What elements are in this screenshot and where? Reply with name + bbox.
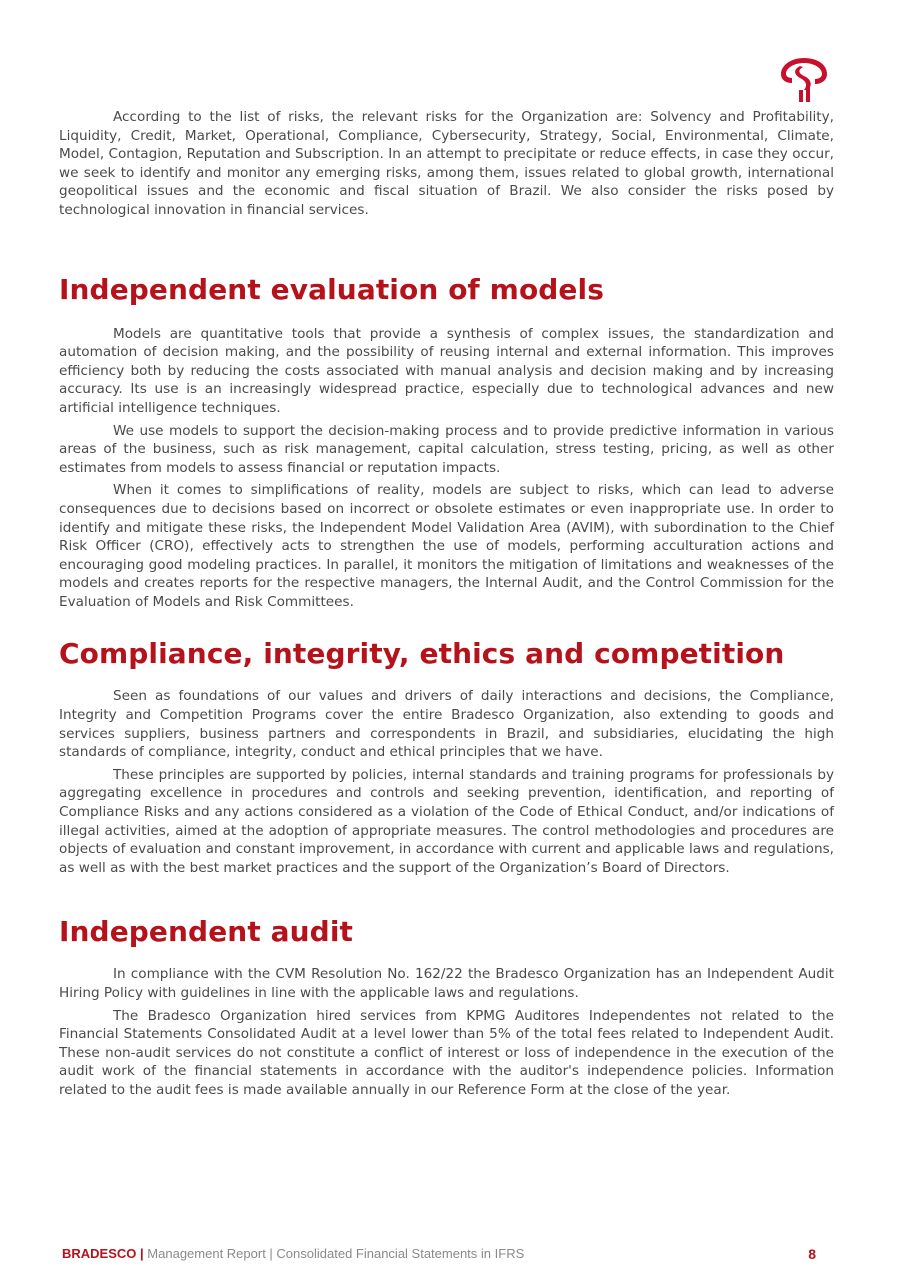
footer-separator: | (140, 1246, 144, 1261)
page-number: 8 (808, 1246, 816, 1262)
footer-brand: BRADESCO (62, 1246, 137, 1261)
page-content (59, 108, 834, 1104)
audit-paragraph-1: In compliance with the CVM Resolution No. 162/22 the Bradesco Organization has an Independent Audit Hiring Policy with guidelines in line with the applicable laws and regulations. (59, 966, 834, 1001)
models-paragraph-2: We use models to support the decision-making process and to provide predictive information in various areas of the business, such as risk management, capital calculation, stress testing, pricing, as well as other estimates from models to assess financial or reputation impacts. (59, 422, 834, 476)
section-heading-compliance: Compliance, integrity, ethics and competition (59, 637, 785, 671)
compliance-paragraph-1: Seen as foundations of our values and drivers of daily interactions and decisions, the Compliance, Integrity and Competition Programs cover the entire Bradesco Organization, also extending to goods and services suppliers, business partners and correspondents in Brazil, and subsidiaries, elucidating the high standards of compliance, integrity, conduct and ethical principles that we have. (59, 688, 834, 761)
page-footer (62, 1246, 816, 1261)
section-heading-models: Independent evaluation of models (59, 272, 604, 306)
models-paragraph-3: When it comes to simplifications of reality, models are subject to risks, which can lead to adverse consequences due to decisions based on incorrect or obsolete estimates or even inappropriate use. In order to identify and mitigate these risks, the Independent Model Validation Area (AVIM), with subordination to the Chief Risk Officer (CRO), effectively acts to strengthen the use of models, performing acculturation actions and encouraging good modeling practices. In parallel, it monitors the mitigation of limitations and weaknesses of the models and creates reports for the respective managers, the Internal Audit, and the Control Commission for the Evaluation of Models and Risk Committees. (59, 482, 834, 610)
models-paragraph-1: Models are quantitative tools that provide a synthesis of complex issues, the standardization and automation of decision making, and the possibility of reusing internal and external information. This improves efficiency both by reducing the costs associated with manual analysis and decision making and by increasing accuracy. Its use is an increasingly widespread practice, especially due to technological advances and new artificial intelligence techniques. (59, 325, 834, 416)
audit-paragraph-2: The Bradesco Organization hired services from KPMG Auditores Independentes not related to the Financial Statements Consolidated Audit at a level lower than 5% of the total fees related to Independent Audit. These non-audit services do not constitute a conflict of interest or loss of independence in the execution of the audit work of the financial statements in accordance with the auditor's independence policies. Information related to the audit fees is made available annually in our Reference Form at the close of the year. (59, 1007, 834, 1098)
bradesco-logo-icon (778, 52, 830, 104)
section-heading-audit: Independent audit (59, 915, 354, 949)
intro-paragraph: According to the list of risks, the relevant risks for the Organization are: Solvency and Profitability, Liquidity, Credit, Market, Operational, Compliance, Cybersecurity, Strategy, Social, Environmental, Climate, Model, Contagion, Reputation and Subscription. In an attempt to precipitate or reduce effects, in case they occur, we seek to identify and monitor any emerging risks, among them, issues related to global growth, international geopolitical issues and the economic and fiscal situation of Brazil. We also consider the risks posed by technological innovation in financial services. (59, 109, 834, 218)
footer-report-title: Management Report | Consolidated Financial Statements in IFRS (147, 1246, 525, 1261)
compliance-paragraph-2: These principles are supported by policies, internal standards and training programs for professionals by aggregating excellence in procedures and controls and seeking prevention, identification, and reporting of Compliance Risks and any actions considered as a violation of the Code of Ethical Conduct, and/or indications of illegal activities, aimed at the adoption of appropriate measures. The control methodologies and procedures are objects of evaluation and constant improvement, in accordance with current and applicable laws and regulations, as well as with the best market practices and the support of the Organization’s Board of Directors. (59, 766, 834, 876)
